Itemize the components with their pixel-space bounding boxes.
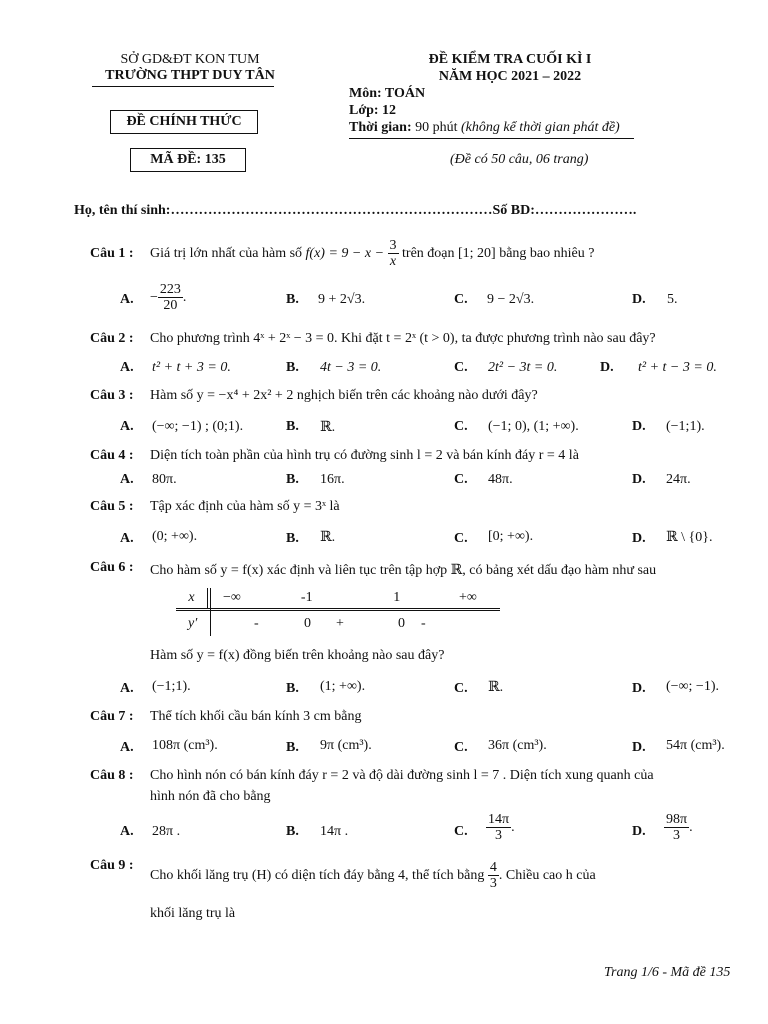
q1-opt-b: 9 + 2√3. (318, 292, 366, 307)
q1-opt-a-den: 20 (163, 298, 178, 314)
page-footer: Trang 1/6 - Mã đề 135 (604, 965, 731, 980)
q5-opt-a-key: A. (120, 531, 134, 546)
official-badge (110, 110, 258, 134)
question-6-subtext: Hàm số y = f(x) đồng biến trên khoảng nào sau đây? (150, 648, 445, 663)
question-1-text (150, 238, 594, 270)
q3-opt-a-key: A. (120, 419, 134, 434)
question-2-text: Cho phương trình 4ˣ + 2ˣ − 3 = 0. Khi đặt t = 2ˣ (t > 0), ta được phương trình nào sau đây? (150, 331, 656, 346)
q2-opt-d: t² + t − 3 = 0. (638, 360, 717, 375)
q8-opt-c-num: 14π (488, 812, 510, 827)
q1-opt-a-fraction (158, 282, 183, 314)
pages-note: (Đề có 50 câu, 06 trang) (450, 152, 589, 167)
duration (349, 120, 620, 136)
q9-frac-den: 3 (489, 876, 497, 892)
q3-opt-b-key: B. (286, 419, 299, 434)
question-5-label: Câu 5 : (90, 499, 134, 514)
q8-opt-c (486, 812, 515, 844)
question-6-text: Cho hàm số y = f(x) xác định và liên tục trên tập hợp ℝ, có bảng xét dấu đạo hàm như sau (150, 563, 657, 578)
q2-opt-c-key: C. (454, 360, 468, 375)
student-name-field: Họ, tên thí sinh:…………………………………………………………… (74, 203, 493, 218)
question-3-text: Hàm số y = −x⁴ + 2x² + 2 nghịch biến trên các khoảng nào dưới đây? (150, 388, 538, 403)
q8-opt-c-key: C. (454, 824, 468, 839)
q2-opt-a: t² + t + 3 = 0. (152, 360, 231, 375)
q6-opt-c-key: C. (454, 681, 468, 696)
q1-text-b: trên đoạn (402, 246, 455, 262)
sign-table-sign-1: - (254, 616, 259, 631)
q6-opt-a: (−1;1). (152, 679, 191, 694)
q4-opt-b-key: B. (286, 472, 299, 487)
duration-value: 90 phút (411, 120, 458, 135)
sign-table-row-x (176, 588, 500, 609)
grade: Lớp: 12 (349, 103, 397, 118)
q1-interval: [1; 20] (458, 246, 496, 262)
q8-opt-d (664, 812, 693, 844)
question-3-label: Câu 3 : (90, 388, 134, 403)
sign-table-sign-2: + (336, 616, 344, 631)
q4-opt-a-key: A. (120, 472, 134, 487)
q3-opt-c: (−1; 0), (1; +∞). (488, 419, 579, 434)
question-2-label: Câu 2 : (90, 331, 134, 346)
q8-opt-d-fraction (664, 812, 689, 844)
q8-opt-d-dot: . (689, 820, 693, 836)
derivative-sign-table (176, 588, 500, 609)
exam-code-badge (130, 148, 246, 172)
q7-opt-d: 54π (cm³). (666, 738, 725, 753)
duration-note: (không kể thời gian phát đề) (457, 120, 620, 135)
sign-table-x-1: 1 (393, 590, 401, 605)
q2-opt-c: 2t² − 3t = 0. (488, 360, 558, 375)
q7-opt-c-key: C. (454, 740, 468, 755)
exam-title: ĐỀ KIỂM TRA CUỐI KÌ I (428, 52, 592, 67)
q1-opt-b-key: B. (286, 292, 299, 307)
q8-opt-b: 14π . (320, 824, 349, 839)
q8-opt-d-num: 98π (666, 812, 688, 827)
q2-opt-d-key: D. (600, 360, 614, 375)
q5-opt-d: ℝ \ {0}. (666, 530, 713, 545)
student-name-line (74, 203, 636, 219)
q3-opt-a: (−∞; −1) ; (0;1). (152, 419, 244, 434)
q8-opt-c-den: 3 (495, 828, 503, 844)
q1-frac-num: 3 (389, 238, 397, 253)
question-7-text: Thể tích khối cầu bán kính 3 cm bằng (150, 709, 362, 724)
q9-fraction (488, 860, 499, 892)
q6-opt-d-key: D. (632, 681, 646, 696)
question-9-text (150, 860, 596, 892)
q9-frac-num: 4 (489, 860, 497, 875)
q6-opt-a-key: A. (120, 681, 134, 696)
q8-opt-a: 28π . (152, 824, 181, 839)
q6-opt-b-key: B. (286, 681, 299, 696)
q2-opt-b: 4t − 3 = 0. (320, 360, 382, 375)
q6-opt-b: (1; +∞). (320, 679, 366, 694)
subject: Môn: TOÁN (349, 86, 426, 101)
q5-opt-c: [0; +∞). (488, 529, 534, 544)
department-name: SỞ GD&ĐT KON TUM (120, 52, 260, 67)
q3-opt-c-key: C. (454, 419, 468, 434)
q2-opt-b-key: B. (286, 360, 299, 375)
q4-opt-c: 48π. (488, 472, 513, 487)
q2-opt-a-key: A. (120, 360, 134, 375)
sign-table-divider (176, 610, 500, 611)
q9-text-b: . Chiều cao h của (498, 868, 596, 884)
q1-opt-a-sign: − (150, 290, 158, 306)
sign-table-x-minf: −∞ (222, 590, 241, 605)
official-label: ĐỀ CHÍNH THỨC (126, 114, 242, 129)
q8-opt-c-dot: . (511, 820, 515, 836)
q4-opt-d-key: D. (632, 472, 646, 487)
question-9-label: Câu 9 : (90, 858, 134, 873)
question-9-text-cont: khối lăng trụ là (150, 906, 236, 921)
q7-opt-a-key: A. (120, 740, 134, 755)
question-7-label: Câu 7 : (90, 709, 134, 724)
q9-text-a: Cho khối lăng trụ (H) có diện tích đáy bằng 4, thể tích bằng (150, 868, 485, 884)
exam-code-label: MÃ ĐỀ: 135 (150, 152, 226, 167)
student-id-field: Số BD:…………………. (492, 203, 637, 218)
q5-opt-c-key: C. (454, 531, 468, 546)
sign-table-x-pinf: +∞ (459, 590, 477, 605)
q1-opt-d-key: D. (632, 292, 646, 307)
q1-opt-c-key: C. (454, 292, 468, 307)
q3-opt-d: (−1;1). (666, 419, 705, 434)
q1-opt-a-key: A. (120, 292, 134, 307)
q7-opt-c: 36π (cm³). (488, 738, 547, 753)
q1-opt-c: 9 − 2√3. (487, 292, 535, 307)
q1-expr: f(x) = 9 − x − (305, 246, 385, 262)
q4-opt-a: 80π. (152, 472, 177, 487)
q8-opt-d-den: 3 (673, 828, 681, 844)
q5-opt-a: (0; +∞). (152, 529, 198, 544)
question-8-label: Câu 8 : (90, 768, 134, 783)
q1-text-c: bằng bao nhiêu ? (499, 246, 595, 262)
q4-opt-d: 24π. (666, 472, 691, 487)
q1-fraction (388, 238, 399, 270)
q6-opt-d: (−∞; −1). (666, 679, 719, 694)
q7-opt-d-key: D. (632, 740, 646, 755)
sign-table-sign-3: - (421, 616, 426, 631)
q7-opt-b: 9π (cm³). (320, 738, 372, 753)
q8-opt-d-key: D. (632, 824, 646, 839)
q1-text-a: Giá trị lớn nhất của hàm số (150, 246, 303, 262)
sign-table-x-header: x (176, 588, 208, 609)
header-underline (349, 138, 634, 139)
question-1-label: Câu 1 : (90, 246, 134, 261)
q8-opt-c-fraction (486, 812, 511, 844)
question-4-text: Diện tích toàn phần của hình trụ có đường sinh l = 2 và bán kính đáy r = 4 là (150, 448, 579, 463)
question-4-label: Câu 4 : (90, 448, 134, 463)
q5-opt-b-key: B. (286, 531, 299, 546)
school-name: TRƯỜNG THPT DUY TÂN (105, 68, 275, 83)
q4-opt-b: 16π. (320, 472, 345, 487)
q8-opt-a-key: A. (120, 824, 134, 839)
q1-opt-a-dot: . (182, 290, 187, 306)
q4-opt-c-key: C. (454, 472, 468, 487)
school-underline (92, 86, 274, 87)
sign-table-yprime-header: y′ (188, 616, 198, 631)
question-8-text-cont: hình nón đã cho bằng (150, 789, 271, 804)
q3-opt-b: ℝ. (320, 420, 336, 435)
q3-opt-d-key: D. (632, 419, 646, 434)
q1-opt-a-num: 223 (159, 282, 181, 297)
q5-opt-d-key: D. (632, 531, 646, 546)
sign-table-zero-1: 0 (304, 616, 311, 631)
sign-table-vline (210, 588, 211, 636)
duration-label: Thời gian: (349, 120, 412, 135)
q8-opt-b-key: B. (286, 824, 299, 839)
sign-table-x-neg1: -1 (300, 590, 313, 605)
school-year: NĂM HỌC 2021 – 2022 (438, 69, 582, 84)
sign-table-zero-2: 0 (398, 616, 405, 631)
q1-opt-d: 5. (667, 292, 678, 307)
q7-opt-b-key: B. (286, 740, 299, 755)
question-6-label: Câu 6 : (90, 560, 134, 575)
q1-frac-den: x (389, 254, 397, 270)
q7-opt-a: 108π (cm³). (152, 738, 218, 753)
question-8-text: Cho hình nón có bán kính đáy r = 2 và độ dài đường sinh l = 7 . Diện tích xung quanh của (150, 768, 654, 783)
q5-opt-b: ℝ. (320, 530, 336, 545)
q1-opt-a (150, 282, 186, 314)
q6-opt-c: ℝ. (488, 680, 504, 695)
question-5-text: Tập xác định của hàm số y = 3ˣ là (150, 499, 340, 514)
